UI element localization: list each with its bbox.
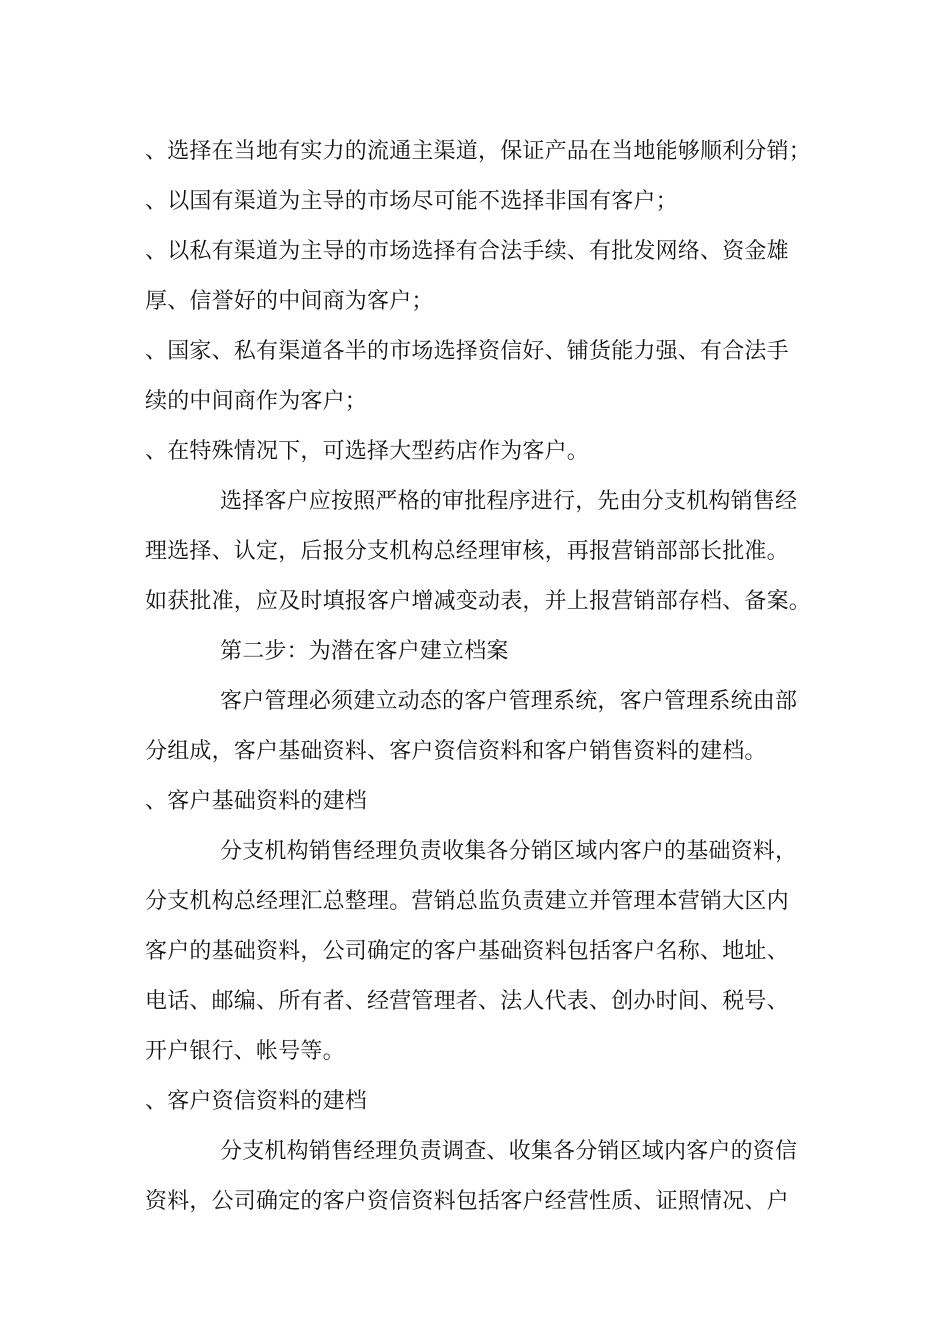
text-line: 、以私有渠道为主导的市场选择有合法手续、有批发网络、资金雄: [145, 239, 789, 264]
text-line: 分支机构总经理汇总整理。营销总监负责建立并管理本营销大区内: [145, 889, 789, 914]
text-line: 、选择在当地有实力的流通主渠道，保证产品在当地能够顺利分销；: [145, 139, 812, 164]
text-line: 电话、邮编、所有者、经营管理者、法人代表、创办时间、税号、: [145, 989, 789, 1014]
text-line: 分组成，客户基础资料、客户资信资料和客户销售资料的建档。: [145, 739, 767, 764]
paragraph-first-line: 分支机构销售经理负责收集各分销区域内客户的基础资料，: [220, 839, 798, 864]
text-line: 厚、信誉好的中间商为客户；: [145, 289, 434, 314]
text-line: 、在特殊情况下，可选择大型药店作为客户。: [145, 439, 590, 464]
subsection-heading: 、客户资信资料的建档: [145, 1089, 368, 1114]
text-line: 理选择、认定，后报分支机构总经理审核，再报营销部部长批准。: [145, 539, 789, 564]
text-line: 开户银行、帐号等。: [145, 1039, 345, 1064]
text-line: 资料，公司确定的客户资信资料包括客户经营性质、证照情况、户: [145, 1189, 789, 1214]
text-line: 、国家、私有渠道各半的市场选择资信好、铺货能力强、有合法手: [145, 339, 789, 364]
text-line: 如获批准，应及时填报客户增减变动表，并上报营销部存档、备案。: [145, 589, 812, 614]
subsection-heading: 、客户基础资料的建档: [145, 789, 368, 814]
text-line: 续的中间商作为客户；: [145, 389, 368, 414]
section-heading: 第二步：为潜在客户建立档案: [220, 639, 509, 664]
paragraph-first-line: 选择客户应按照严格的审批程序进行，先由分支机构销售经: [220, 489, 798, 514]
paragraph-first-line: 客户管理必须建立动态的客户管理系统，客户管理系统由部: [220, 689, 798, 714]
text-line: 、以国有渠道为主导的市场尽可能不选择非国有客户；: [145, 189, 678, 214]
text-line: 客户的基础资料，公司确定的客户基础资料包括客户名称、地址、: [145, 939, 789, 964]
paragraph-first-line: 分支机构销售经理负责调查、收集各分销区域内客户的资信: [220, 1139, 798, 1164]
